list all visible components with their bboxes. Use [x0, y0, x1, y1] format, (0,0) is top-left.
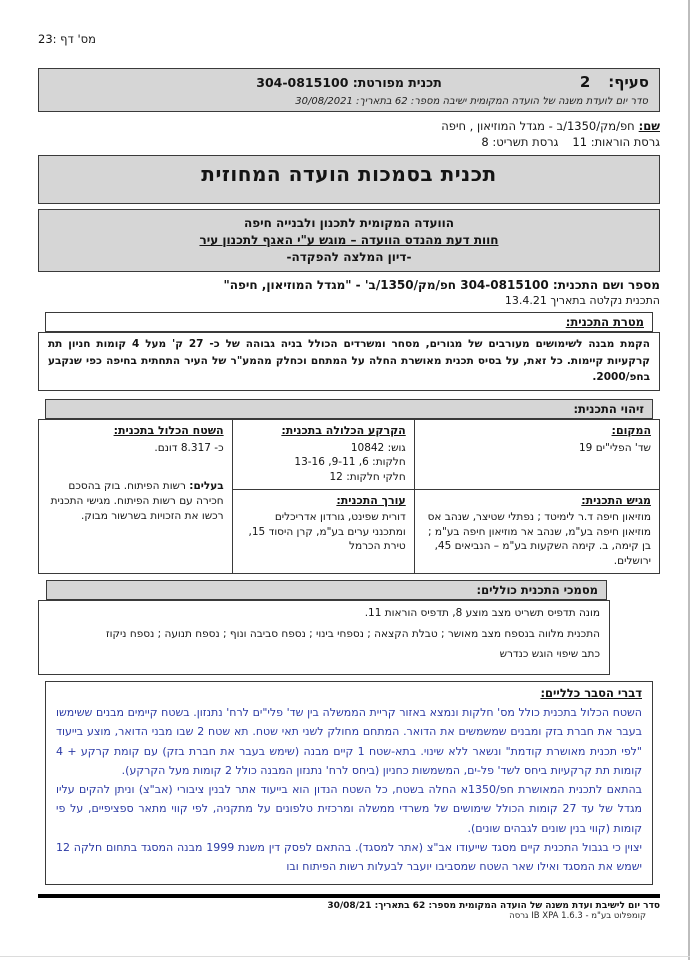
applicant-cell — [414, 489, 659, 573]
agenda-line: סדר יום לועדת משנה של הועדה המקומית ישיבה מספר: 62 בתאריך: 30/08/2021 — [295, 96, 648, 107]
purpose-header-strip — [45, 312, 653, 332]
owners-paragraph — [47, 479, 224, 523]
explanation-header: דברי הסבר כלליים: — [540, 686, 642, 701]
identification-header-bar: זיהוי התכנית: — [45, 399, 653, 419]
local-committee-box — [38, 209, 660, 272]
purpose-header: מטרת התכנית: — [565, 315, 644, 330]
identification-row-1 — [39, 420, 660, 489]
identification-table — [38, 419, 660, 574]
purpose-body-box: הקמת מבנה לשימושים מעורבים של מגורים, מסחר ומשרדים הכולל בניה גבוהה של כ- 27 ק' מעל 4 קומות חניון תת קרקעיות קיימות. כל זאת, על בסיס תכנית מאושרת החלה על המתחם וכחלק מהמע"ר של העיר התחתית בחיפה כפי שנקבע בחפ/2000. — [38, 332, 660, 391]
applicant-title: מגיש התכנית: — [581, 493, 651, 507]
area-owners-cell — [39, 420, 233, 574]
clause-header-row — [49, 72, 649, 96]
documents-line-3: כתב שיפוי הוגש כנדרש — [499, 648, 600, 661]
clause-label: סעיף: — [608, 73, 649, 91]
footer-version-text: גרסה IB XPA 1.6.3 - קומפלוט בע"מ — [509, 911, 646, 922]
clause-header-box — [38, 68, 660, 112]
area-owners-gap — [47, 455, 224, 479]
editor-cell — [232, 489, 414, 573]
plan-type-number: תכנית מפורטת: 304-0815100 — [256, 75, 442, 90]
scan-edge-bottom — [0, 956, 690, 957]
location-value: שד' הפלי"ים 19 — [579, 441, 651, 454]
footer-divider-rule — [38, 894, 660, 898]
applicant-value: מוזיאון חיפה ד.ר לימיטד ; נפתלי שטיצר, שנהב אס מוזיאון חיפה בע"מ, שנהב אר מוזיאון חיפה בע"מ ; בן קימה, ב. קימה השקעות בע"מ – הנביאים 45, ירושלים. — [427, 511, 651, 568]
page-number-text: מס' דף :23 — [38, 32, 96, 46]
page-number — [38, 32, 660, 46]
footer-version-line — [38, 911, 660, 921]
owners-label: בעלים: — [189, 480, 224, 493]
explanation-paragraph-1: השטח הכלול בתכנית כולל מס' חלקות ונמצא באזור קריית הממשלה בין שד' פלי"ים לרח' נתנזון. בשטח קיימים מבנים ששימשו בעבר את חברת בזק ומבנים שמשמשים את הדואר. המתחם מחולק לשני תאי שטח. תא שטח 2 שבו מבני הדואר, מוצע בייעוד "לפי תכנית מאושרת קודמת" ונשאר ללא שינוי. בתא-שטח 1 קיים מבנה (שימש בעבר את חברת בזק) עם קומת קרקע + 4 קומות תת קרקעיות ביחס לשד' פל-ים, המשמשות כחניון (ביחס לרח' נתנזון המבנה כולל 2 קומות מעל הקרקע). — [56, 706, 643, 777]
plan-name-value: חפ/מק/1350/ב - מגדל המוזיאון , חיפה — [441, 119, 635, 133]
location-cell — [414, 420, 659, 489]
committee-line-3: -דיון המלצה להפקדה- — [286, 249, 412, 264]
plan-name-line — [38, 119, 660, 133]
land-partial-parcels: חלקי חלקות: 12 — [329, 470, 406, 483]
footer-agenda-line: סדר יום לישיבת ועדת משנה של הועדה המקומית מספר: 62 בתאריך: 30/08/21 — [327, 901, 660, 912]
land-parcels: חלקות: 6, 9-11, 13-16 — [294, 456, 406, 469]
versions-line — [38, 135, 660, 149]
documents-box — [38, 600, 610, 675]
land-block: גוש: 10842 — [350, 441, 406, 454]
committee-line-2: חוות דעת מהנדס הוועדה – מוגש ע"י האגף לתכנון עיר — [199, 232, 499, 247]
instructions-version: גרסת הוראות: 11 — [572, 135, 660, 149]
location-title: המקום: — [611, 424, 651, 438]
committee-line-1: הוועדה המקומית לתכנון ולבנייה חיפה — [243, 216, 455, 230]
explanation-paragraph-2: בהתאם לתכנית המאושרת חפ/1350א החלה בשטח, כל השטח הנדון הוא בייעוד אתר לבנין ציבורי (אב"צ) וניתן להקים עליו מגדל של עד 27 קומות הכולל שימושים של משרדי ממשלה ומרכזית טלפונים על מתקניה, לפי קווי מתאר ספציפיים, על פי קומות (קווי בנין שונים לגבהים שונים). — [56, 783, 643, 835]
owners-text: רשות הפיתוח. בוק בהסכם חכירה עם רשות הפיתוח. מגישי התכנית רכשו את הזכויות בשרשור מבוק. — [50, 480, 224, 522]
area-value: כ- 8.317 דונם. — [154, 441, 224, 454]
district-committee-title-box: תכנית בסמכות הועדה המחוזית — [38, 155, 660, 204]
land-cell — [232, 420, 414, 489]
plan-id-line: מספר ושם התכנית: 304-0815100 חפ/מק/1350/ב' - "מגדל המוזיאון, חיפה" — [223, 278, 660, 293]
editor-title: עורך התכנית: — [336, 493, 406, 507]
documents-section — [38, 580, 610, 675]
plan-name-label: שם: — [638, 119, 660, 133]
editor-value: דורית שפינט, גורדון אדריכלים ומתכנני ערים בע"מ, קרן היסוד 15, טירת הכרמל — [248, 511, 406, 553]
documents-line-2: התכנית מלווה בנספח מצב מאושר ; טבלת הקצאה ; נספחי בינוי ; נספח סביבה ונוף ; נספח תנועה ; נספח ניקוז — [106, 627, 600, 640]
land-title: הקרקע הכלולה בתכנית: — [281, 424, 406, 438]
blueprint-version: גרסת תשריט: 8 — [481, 135, 559, 149]
documents-line-1: מונה תדפיס תשריט מצב מוצע 8, תדפיס הוראות 11. — [364, 606, 600, 619]
documents-header-bar: מסמכי התכנית כוללים: — [46, 580, 607, 600]
explanation-box — [45, 681, 653, 885]
received-date-line: התכנית נקלטה בתאריך 13.4.21 — [504, 294, 660, 308]
area-title: השטח הכלול בתכנית: — [113, 424, 224, 438]
explanation-paragraph-3: יצוין כי בגבול התכנית קיים מסגד שייעודו אב"צ (אתר למסגד). בהתאם לפסק דין משנת 1999 מבנה המסגד בתחום חלקה 12 ישמש את המסגד ואילו שאר השטח שמסביבו יועבר לבעלות רשות הפיתוח ובו — [56, 840, 643, 874]
clause-number: 2 — [579, 73, 591, 91]
